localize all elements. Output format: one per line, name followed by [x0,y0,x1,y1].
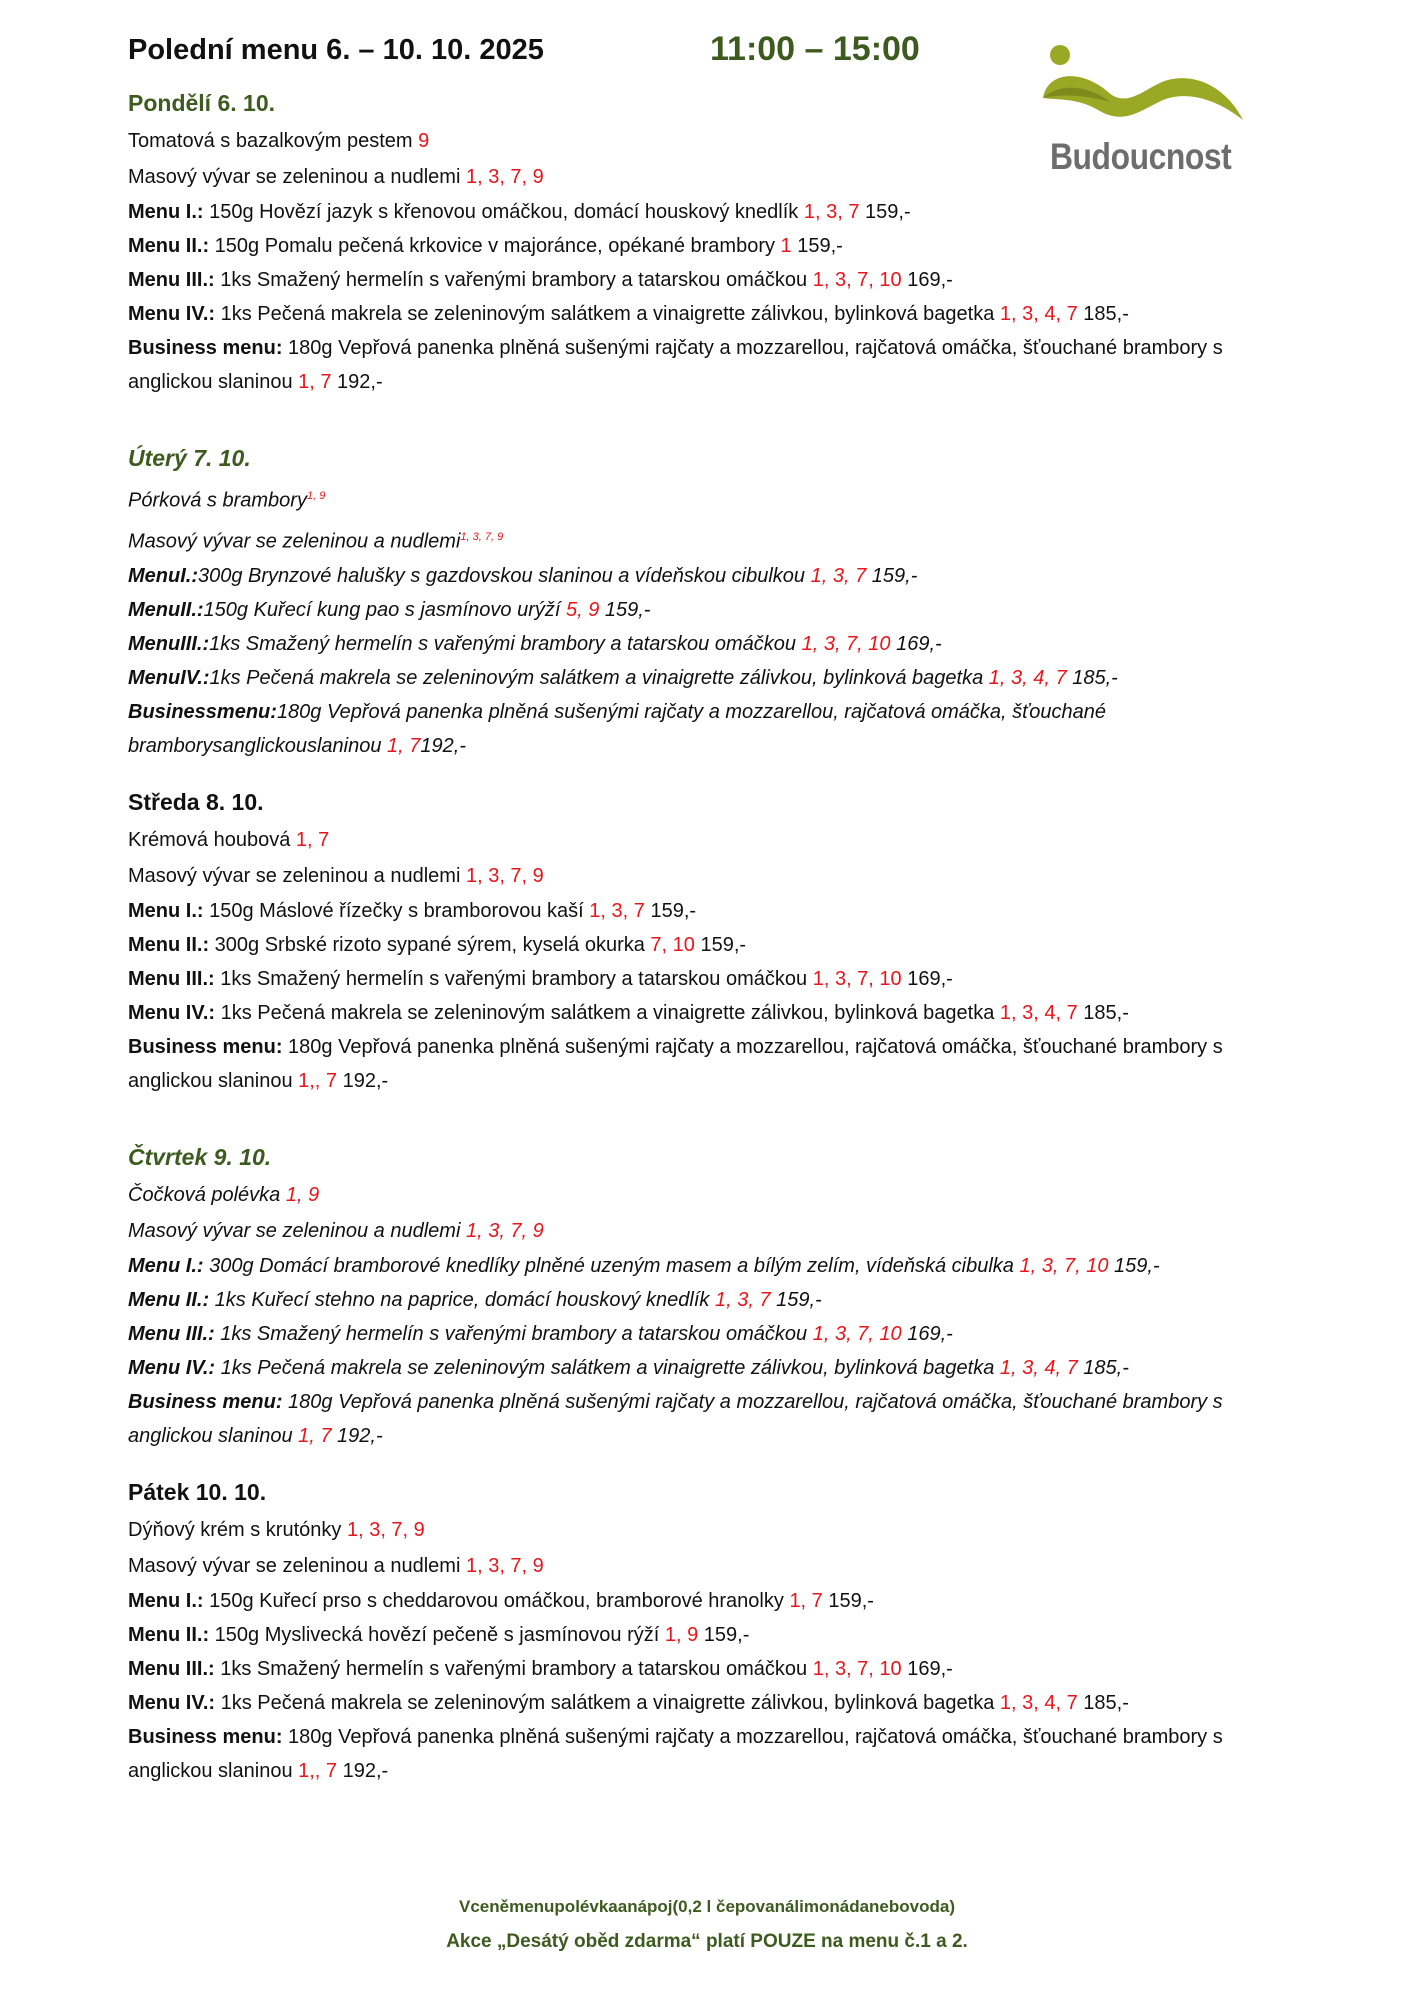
allergen-codes: 1, 3, 7 [803,201,860,223]
menu-item [128,1317,1308,1351]
menu-price: 169,- [901,269,953,291]
menu-item [128,1652,1308,1686]
menu-item [128,894,1308,928]
soup-name: Krémová houbová [128,829,291,852]
menu-label: Menu I.: [128,900,204,923]
menu-price: 192,- [337,1760,389,1783]
menu-description: 150g Kuřecí kung pao s jasmínovo urýží [203,599,566,622]
footer [0,1897,1414,1953]
allergen-codes: 1, 9 [285,1184,320,1207]
menu-label: Menu IV.: [128,303,216,325]
soup-name: Tomatová s bazalkovým pestem [128,130,413,152]
menu-label: Menu I.: [128,1255,204,1278]
menu-item [128,1351,1308,1385]
menu-description: 150g Hovězí jazyk s křenovou omáčkou, domácí houskový knedlík [203,201,804,223]
menu-description: 1ks Smažený hermelín s vařenými brambory a tatarskou omáčkou [209,633,802,656]
menu-price: 169,- [890,633,942,656]
menu-label: Menu II.: [128,235,210,257]
menu-label: Menu III.: [128,968,215,991]
menu-label: MenuI.: [128,565,198,588]
day-title: Úterý 7. 10. [128,445,251,471]
menu-price: 159,- [1108,1255,1160,1278]
day-section [128,90,1308,399]
allergen-codes: 1,, 7 [298,1760,338,1783]
soup-item [128,858,1308,894]
menu-price: 159,- [694,934,747,957]
menu-content [128,90,1308,1834]
allergen-codes: 1, 7 [295,829,330,852]
allergen-codes: 9 [418,130,430,152]
menu-description: 1ks Pečená makrela se zeleninovým salátkem a vinaigrette zálivkou, bylinková bagetka [209,667,989,690]
day-title: Středa 8. 10. [128,789,264,816]
allergen-codes: 1, 9 [306,490,326,502]
menu-item [128,627,1308,661]
menu-label: Menu III.: [128,269,215,291]
soup-item [128,1512,1308,1548]
allergen-codes: 1, 3, 7, 10 [801,633,891,656]
allergen-codes: 1, 3, 7, 9 [465,865,544,888]
allergen-codes: 1 [780,235,792,257]
allergen-codes: 1, 3, 7, 9 [346,1519,425,1542]
menu-description: 300g Srbské rizoto sypané sýrem, kyselá okurka [209,934,651,957]
soup-name: Masový vývar se zeleninou a nudlemi [128,865,461,888]
menu-item [128,962,1308,996]
menu-label: MenuIV.: [128,667,210,690]
menu-description: 1ks Smažený hermelín s vařenými brambory a tatarskou omáčkou [214,968,813,991]
menu-price: 159,- [859,201,911,223]
menu-label: Menu III.: [128,1323,215,1346]
opening-hours: 11:00 – 15:00 [710,30,920,68]
allergen-codes: 1, 7 [298,371,332,393]
menu-description: 1ks Pečená makrela se zeleninovým salátkem a vinaigrette zálivkou, bylinková bagetka [215,1357,1000,1380]
soup-name: Masový vývar se zeleninou a nudlemi [128,1555,461,1578]
menu-label: Menu III.: [128,1658,215,1681]
soup-name: Pórková s brambory [128,489,307,512]
menu-label: Menu IV.: [128,1002,216,1025]
menu-price: 169,- [901,968,953,991]
menu-item [128,1618,1308,1652]
menu-description: 180g Vepřová panenka plněná sušenými rajčaty a mozzarellou, rajčatová omáčka, šťouchané bramborysanglickouslaninou [128,701,1106,758]
menu-description: 180g Vepřová panenka plněná sušenými rajčaty a mozzarellou, rajčatová omáčka, šťouchané brambory s anglickou slaninou [128,1036,1223,1093]
menu-label: MenuIII.: [128,633,210,656]
menu-label: Business menu: [128,1391,283,1414]
menu-item [128,1385,1308,1453]
menu-price: 185,- [1077,1357,1129,1380]
soup-name: Masový vývar se zeleninou a nudlemi [128,166,461,188]
allergen-codes: 1, 3, 4, 7 [999,1692,1078,1715]
day-title: Pondělí 6. 10. [128,90,275,116]
menu-description: 150g Pomalu pečená krkovice v majoránce, opékané brambory [209,235,781,257]
menu-description: 1ks Pečená makrela se zeleninovým salátkem a vinaigrette zálivkou, bylinková bagetka [215,1002,1000,1025]
menu-label: Business menu: [128,1726,283,1749]
menu-label: Menu IV.: [128,1357,216,1380]
menu-label: Menu II.: [128,1624,210,1647]
menu-description: 1ks Smažený hermelín s vařenými brambory a tatarskou omáčkou [214,269,813,291]
footer-promo: Akce „Desátý oběd zdarma“ platí POUZE na menu č.1 a 2. [446,1931,968,1952]
menu-label: Menu I.: [128,1590,204,1613]
allergen-codes: 1, 3, 7 [589,900,645,923]
menu-item [128,263,1308,297]
soup-item [128,1177,1308,1213]
menu-description: 1ks Pečená makrela se zeleninovým salátkem a vinaigrette zálivkou, bylinková bagetka [215,303,1000,325]
page-title: Polední menu 6. – 10. 10. 2025 [128,34,544,66]
soup-name: Dýňový krém s krutónky [128,1519,342,1542]
menu-label: Business menu: [128,337,283,359]
menu-description: 1ks Kuřecí stehno na paprice, domácí houskový knedlík [209,1289,715,1312]
allergen-codes: 1, 3, 7 [810,565,867,588]
menu-description: 1ks Smažený hermelín s vařenými brambory a tatarskou omáčkou [214,1323,813,1346]
menu-price: 192,- [337,1070,389,1093]
allergen-codes: 1, 3, 7, 9 [460,530,504,543]
menu-label: Business menu: [128,1036,283,1059]
soup-name: Masový vývar se zeleninou a nudlemi [128,530,461,553]
menu-label: Menu II.: [128,934,210,957]
day-section [128,1144,1308,1453]
soup-name: Čočková polévka [128,1184,281,1207]
menu-price: 159,- [644,900,697,923]
menu-price: 159,- [599,599,651,622]
menu-item [128,1686,1308,1720]
menu-description: 150g Máslové řízečky s bramborovou kaší [203,900,590,923]
footer-note: Vceněmenupolévkaanápoj(0,2 l čepovanálimonádanebovoda) [459,1897,955,1916]
allergen-codes: 1, 7 [789,1590,823,1613]
allergen-codes: 5, 9 [565,599,600,622]
allergen-codes: 7, 10 [650,934,695,957]
allergen-codes: 1, 3, 7, 10 [812,269,902,291]
menu-description: 300g Domácí bramborové knedlíky plněné uzeným masem a bílým zelím, vídeňská cibulka [203,1255,1020,1278]
menu-label: MenuII.: [128,599,204,622]
soup-item [128,159,1308,195]
menu-description: 180g Vepřová panenka plněná sušenými rajčaty a mozzarellou, rajčatová omáčka, šťouchané brambory s anglickou slaninou [128,337,1223,393]
menu-item [128,928,1308,962]
allergen-codes: 1, 3, 4, 7 [999,1357,1078,1380]
menu-label: Menu II.: [128,1289,210,1312]
day-section [128,1479,1308,1788]
day-section [128,789,1308,1098]
menu-item [128,1030,1308,1098]
menu-item [128,1584,1308,1618]
menu-label: Menu I.: [128,201,204,223]
menu-item [128,996,1308,1030]
day-title: Pátek 10. 10. [128,1479,267,1506]
menu-price: 159,- [770,1289,822,1312]
menu-description: 1ks Smažený hermelín s vařenými brambory a tatarskou omáčkou [214,1658,813,1681]
allergen-codes: 1, 7 [298,1425,332,1448]
menu-item [128,297,1308,331]
menu-label: Menu IV.: [128,1692,216,1715]
day-section [128,445,1308,763]
allergen-codes: 1, 3, 7, 10 [812,1323,902,1346]
allergen-codes: 1, 3, 4, 7 [988,667,1067,690]
soup-item [128,123,1308,159]
allergen-codes: 1, 9 [664,1624,699,1647]
menu-price: 169,- [901,1323,953,1346]
menu-price: 192,- [331,1425,383,1448]
menu-price: 192,- [420,735,466,758]
allergen-codes: 1, 3, 7, 9 [465,166,544,188]
soup-item [128,1213,1308,1249]
menu-price: 159,- [698,1624,750,1647]
menu-price: 159,- [822,1590,874,1613]
menu-description: 150g Kuřecí prso s cheddarovou omáčkou, bramborové hranolky [203,1590,790,1613]
menu-item [128,1283,1308,1317]
allergen-codes: 1, 3, 7, 10 [812,1658,902,1681]
menu-item [128,331,1308,399]
menu-description: 150g Myslivecká hovězí pečeně s jasmínovou rýží [209,1624,665,1647]
allergen-codes: 1, 3, 7, 9 [465,1555,544,1578]
menu-price: 185,- [1066,667,1118,690]
soup-item [128,822,1308,858]
menu-price: 159,- [866,565,918,588]
day-title: Čtvrtek 9. 10. [128,1144,272,1171]
menu-price: 185,- [1077,1692,1129,1715]
menu-description: 1ks Pečená makrela se zeleninovým salátkem a vinaigrette zálivkou, bylinková bagetka [215,1692,1000,1715]
allergen-codes: 1, 3, 7, 10 [1019,1255,1109,1278]
menu-item [128,195,1308,229]
allergen-codes: 1, 7 [387,735,421,758]
menu-item [128,1249,1308,1283]
allergen-codes: 1, 3, 7, 9 [465,1220,544,1243]
menu-price: 169,- [901,1658,953,1681]
menu-item [128,593,1308,627]
menu-price: 185,- [1077,1002,1129,1025]
menu-item [128,661,1308,695]
allergen-codes: 1, 3, 4, 7 [999,1002,1078,1025]
allergen-codes: 1, 3, 7, 10 [812,968,902,991]
menu-description: 180g Vepřová panenka plněná sušenými rajčaty a mozzarellou, rajčatová omáčka, šťouchané brambory s anglickou slaninou [128,1391,1223,1448]
menu-label: Businessmenu: [128,701,277,724]
menu-item [128,559,1308,593]
soup-item [128,519,1308,560]
soup-name: Masový vývar se zeleninou a nudlemi [128,1220,461,1243]
menu-item [128,1720,1308,1788]
soup-item [128,478,1308,519]
menu-description: 300g Brynzové halušky s gazdovskou slaninou a vídeňskou cibulkou [198,565,811,588]
menu-price: 185,- [1077,303,1129,325]
menu-item [128,695,1308,763]
menu-item [128,229,1308,263]
allergen-codes: 1,, 7 [298,1070,338,1093]
soup-item [128,1548,1308,1584]
menu-price: 159,- [791,235,843,257]
menu-description: 180g Vepřová panenka plněná sušenými rajčaty a mozzarellou, rajčatová omáčka, šťouchané brambory s anglickou slaninou [128,1726,1223,1783]
allergen-codes: 1, 3, 4, 7 [999,303,1078,325]
allergen-codes: 1, 3, 7 [714,1289,771,1312]
menu-price: 192,- [331,371,383,393]
logo-text: Budoucnost [1050,136,1232,177]
